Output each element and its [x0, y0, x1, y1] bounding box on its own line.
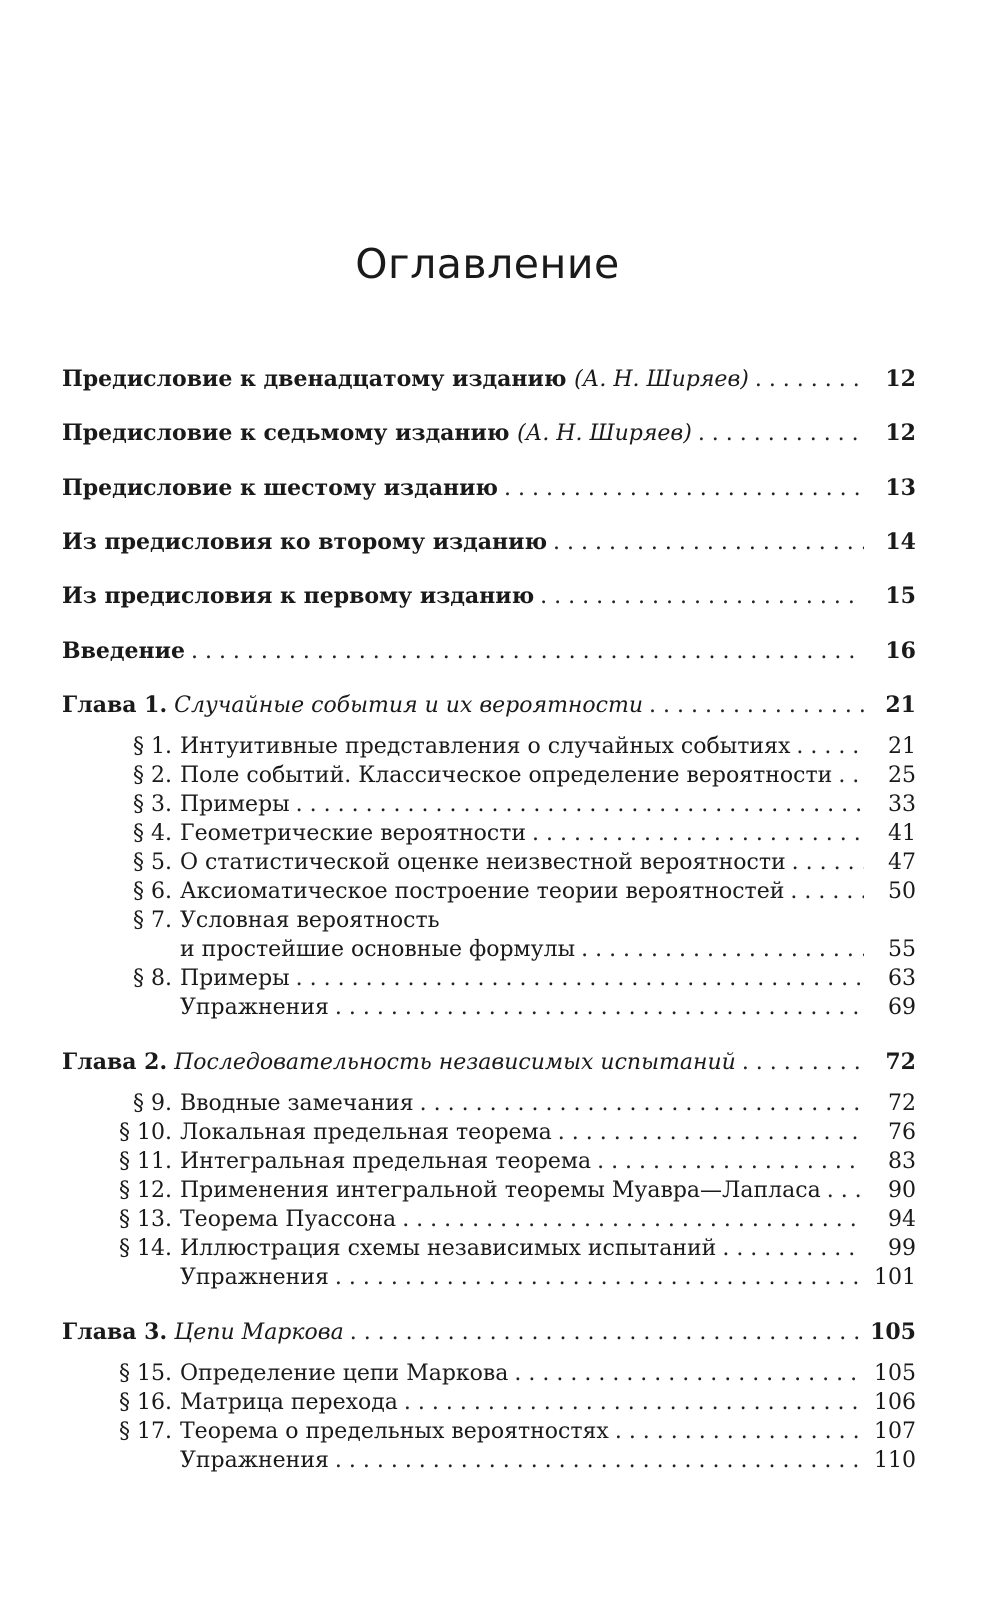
toc-entry[interactable] [62, 364, 916, 395]
section-title: Геометрические вероятности [180, 821, 527, 846]
leader-dots [191, 637, 864, 667]
page-number: 55 [888, 937, 916, 962]
section-entry[interactable] [62, 848, 916, 878]
section-title: Примеры [180, 792, 290, 817]
chapter-heading[interactable] [62, 1047, 916, 1078]
leader-dots [296, 790, 864, 820]
entry-author: (А. Н. Ширяев) [574, 367, 749, 392]
page-number: 72 [888, 1091, 916, 1116]
chapter-label: Глава 2. [62, 1049, 168, 1075]
page-title: Оглавление [355, 240, 620, 288]
page-number: 25 [888, 763, 916, 788]
page-number: 47 [888, 850, 916, 875]
chapter-label: Глава 3. [62, 1319, 168, 1345]
chapter-title: Случайные события и их вероятности [174, 693, 644, 718]
leader-dots [742, 1048, 864, 1078]
leader-dots [335, 1446, 864, 1476]
page-number: 41 [888, 821, 916, 846]
section-number: § 9. [133, 1091, 172, 1116]
section-title: Матрица перехода [180, 1390, 398, 1415]
chapter-title: Последовательность независимых испытаний [174, 1050, 736, 1075]
toc-entry[interactable] [62, 473, 916, 504]
chapter-title: Цепи Маркова [174, 1320, 344, 1345]
section-entry[interactable] [62, 1205, 916, 1235]
section-number: § 12. [119, 1178, 172, 1203]
section-entry[interactable] [62, 732, 916, 762]
section-number: § 7. [133, 908, 172, 933]
page-number: 14 [885, 529, 916, 555]
leader-dots [553, 528, 864, 558]
entry-title: Предисловие к двенадцатому изданию [62, 366, 567, 392]
page-number: 15 [885, 583, 916, 609]
leader-dots [722, 1234, 864, 1264]
chapter-heading[interactable] [62, 1317, 916, 1348]
section-entry[interactable] [62, 1089, 916, 1119]
page-number: 33 [888, 792, 916, 817]
page-number: 21 [885, 692, 916, 718]
leader-dots [615, 1417, 864, 1447]
section-number: § 3. [133, 792, 172, 817]
section-entry[interactable] [62, 1388, 916, 1418]
section-entry[interactable] [62, 1147, 916, 1177]
section-title: Упражнения [180, 1448, 329, 1473]
leader-dots [796, 732, 864, 762]
section-number: § 5. [133, 850, 172, 875]
leader-dots [792, 848, 864, 878]
section-title: Упражнения [180, 995, 329, 1020]
page-number: 107 [874, 1419, 916, 1444]
section-number: § 13. [119, 1207, 172, 1232]
chapter-heading[interactable] [62, 690, 916, 721]
page-number: 105 [870, 1319, 916, 1345]
entry-title: Предисловие к шестому изданию [62, 475, 498, 501]
entry-title: Из предисловия ко второму изданию [62, 529, 548, 555]
section-entry[interactable] [62, 877, 916, 907]
entry-author: (А. Н. Ширяев) [517, 421, 692, 446]
section-title: Теорема Пуассона [180, 1207, 397, 1232]
section-entry[interactable] [62, 790, 916, 820]
section-entry[interactable] [62, 819, 916, 849]
page-number: 72 [885, 1049, 916, 1075]
section-title: Условная вероятность [180, 908, 440, 933]
section-number: § 14. [119, 1236, 172, 1261]
section-title: Теорема о предельных вероятностях [180, 1419, 609, 1444]
page-number: 94 [888, 1207, 916, 1232]
leader-dots [404, 1388, 864, 1418]
section-number: § 8. [133, 966, 172, 991]
leader-dots [350, 1318, 862, 1348]
leader-dots [420, 1089, 864, 1119]
page-number: 99 [888, 1236, 916, 1261]
section-number: § 6. [133, 879, 172, 904]
section-title: Интегральная предельная теорема [180, 1149, 592, 1174]
leader-dots [540, 582, 864, 612]
leader-dots [597, 1147, 864, 1177]
section-title: Иллюстрация схемы независимых испытаний [180, 1236, 717, 1261]
section-entry[interactable] [62, 993, 916, 1023]
page-number: 16 [885, 638, 916, 664]
section-entry[interactable] [62, 761, 916, 791]
section-entry[interactable] [62, 1234, 916, 1264]
entry-title: Предисловие к седьмому изданию [62, 420, 510, 446]
leader-dots [514, 1359, 864, 1389]
entry-title: Из предисловия к первому изданию [62, 583, 535, 609]
page-number: 76 [888, 1120, 916, 1145]
page-number: 12 [885, 420, 916, 446]
leader-dots [827, 1176, 864, 1206]
section-number: § 4. [133, 821, 172, 846]
page-number: 110 [874, 1448, 916, 1473]
section-entry[interactable] [62, 964, 916, 994]
page-number: 83 [888, 1149, 916, 1174]
section-entry[interactable] [62, 1417, 916, 1447]
section-entry[interactable] [62, 1263, 916, 1293]
leader-dots [649, 691, 864, 721]
page-number: 69 [888, 995, 916, 1020]
page-number: 63 [888, 966, 916, 991]
section-entry[interactable] [62, 1359, 916, 1389]
toc-entry[interactable] [62, 636, 916, 667]
page-number: 50 [888, 879, 916, 904]
leader-dots [532, 819, 864, 849]
section-number: § 17. [119, 1419, 172, 1444]
leader-dots [335, 993, 864, 1023]
page-number: 101 [874, 1265, 916, 1290]
section-number: § 10. [119, 1120, 172, 1145]
leader-dots [838, 761, 864, 791]
section-entry[interactable] [62, 1118, 916, 1148]
section-number: § 1. [133, 734, 172, 759]
section-title: Определение цепи Маркова [180, 1361, 509, 1386]
section-number: § 16. [119, 1390, 172, 1415]
page-number: 105 [874, 1361, 916, 1386]
leader-dots [558, 1118, 864, 1148]
entry-title: Введение [62, 638, 185, 664]
leader-dots [581, 935, 864, 965]
section-title: Применения интегральной теоремы Муавра—Лапласа [180, 1178, 821, 1203]
section-title: Локальная предельная теорема [180, 1120, 552, 1145]
section-entry[interactable] [62, 1446, 916, 1476]
toc-entry[interactable] [62, 418, 916, 449]
section-title: Примеры [180, 966, 290, 991]
section-title: Аксиоматическое построение теории вероятностей [180, 879, 785, 904]
section-title: О статистической оценке неизвестной вероятности [180, 850, 786, 875]
page-number: 90 [888, 1178, 916, 1203]
section-title-line2: и простейшие основные формулы [180, 937, 576, 962]
leader-dots [504, 474, 864, 504]
chapter-label: Глава 1. [62, 692, 168, 718]
page-number: 106 [874, 1390, 916, 1415]
leader-dots [335, 1263, 864, 1293]
section-number: § 2. [133, 763, 172, 788]
section-entry-continued[interactable] [62, 935, 916, 965]
section-title: Поле событий. Классическое определение вероятности [180, 763, 833, 788]
leader-dots [698, 419, 864, 449]
section-entry[interactable] [62, 906, 916, 936]
page-number: 21 [888, 734, 916, 759]
toc-entry[interactable] [62, 581, 916, 612]
leader-dots [402, 1205, 864, 1235]
toc-entry[interactable] [62, 527, 916, 558]
leader-dots [296, 964, 864, 994]
page-number: 12 [885, 366, 916, 392]
section-number: § 11. [119, 1149, 172, 1174]
section-entry[interactable] [62, 1176, 916, 1206]
leader-dots [755, 365, 864, 395]
page-number: 13 [885, 475, 916, 501]
leader-dots [790, 877, 864, 907]
section-number: § 15. [119, 1361, 172, 1386]
section-title: Упражнения [180, 1265, 329, 1290]
section-title: Интуитивные представления о случайных событиях [180, 734, 791, 759]
section-title: Вводные замечания [180, 1091, 414, 1116]
